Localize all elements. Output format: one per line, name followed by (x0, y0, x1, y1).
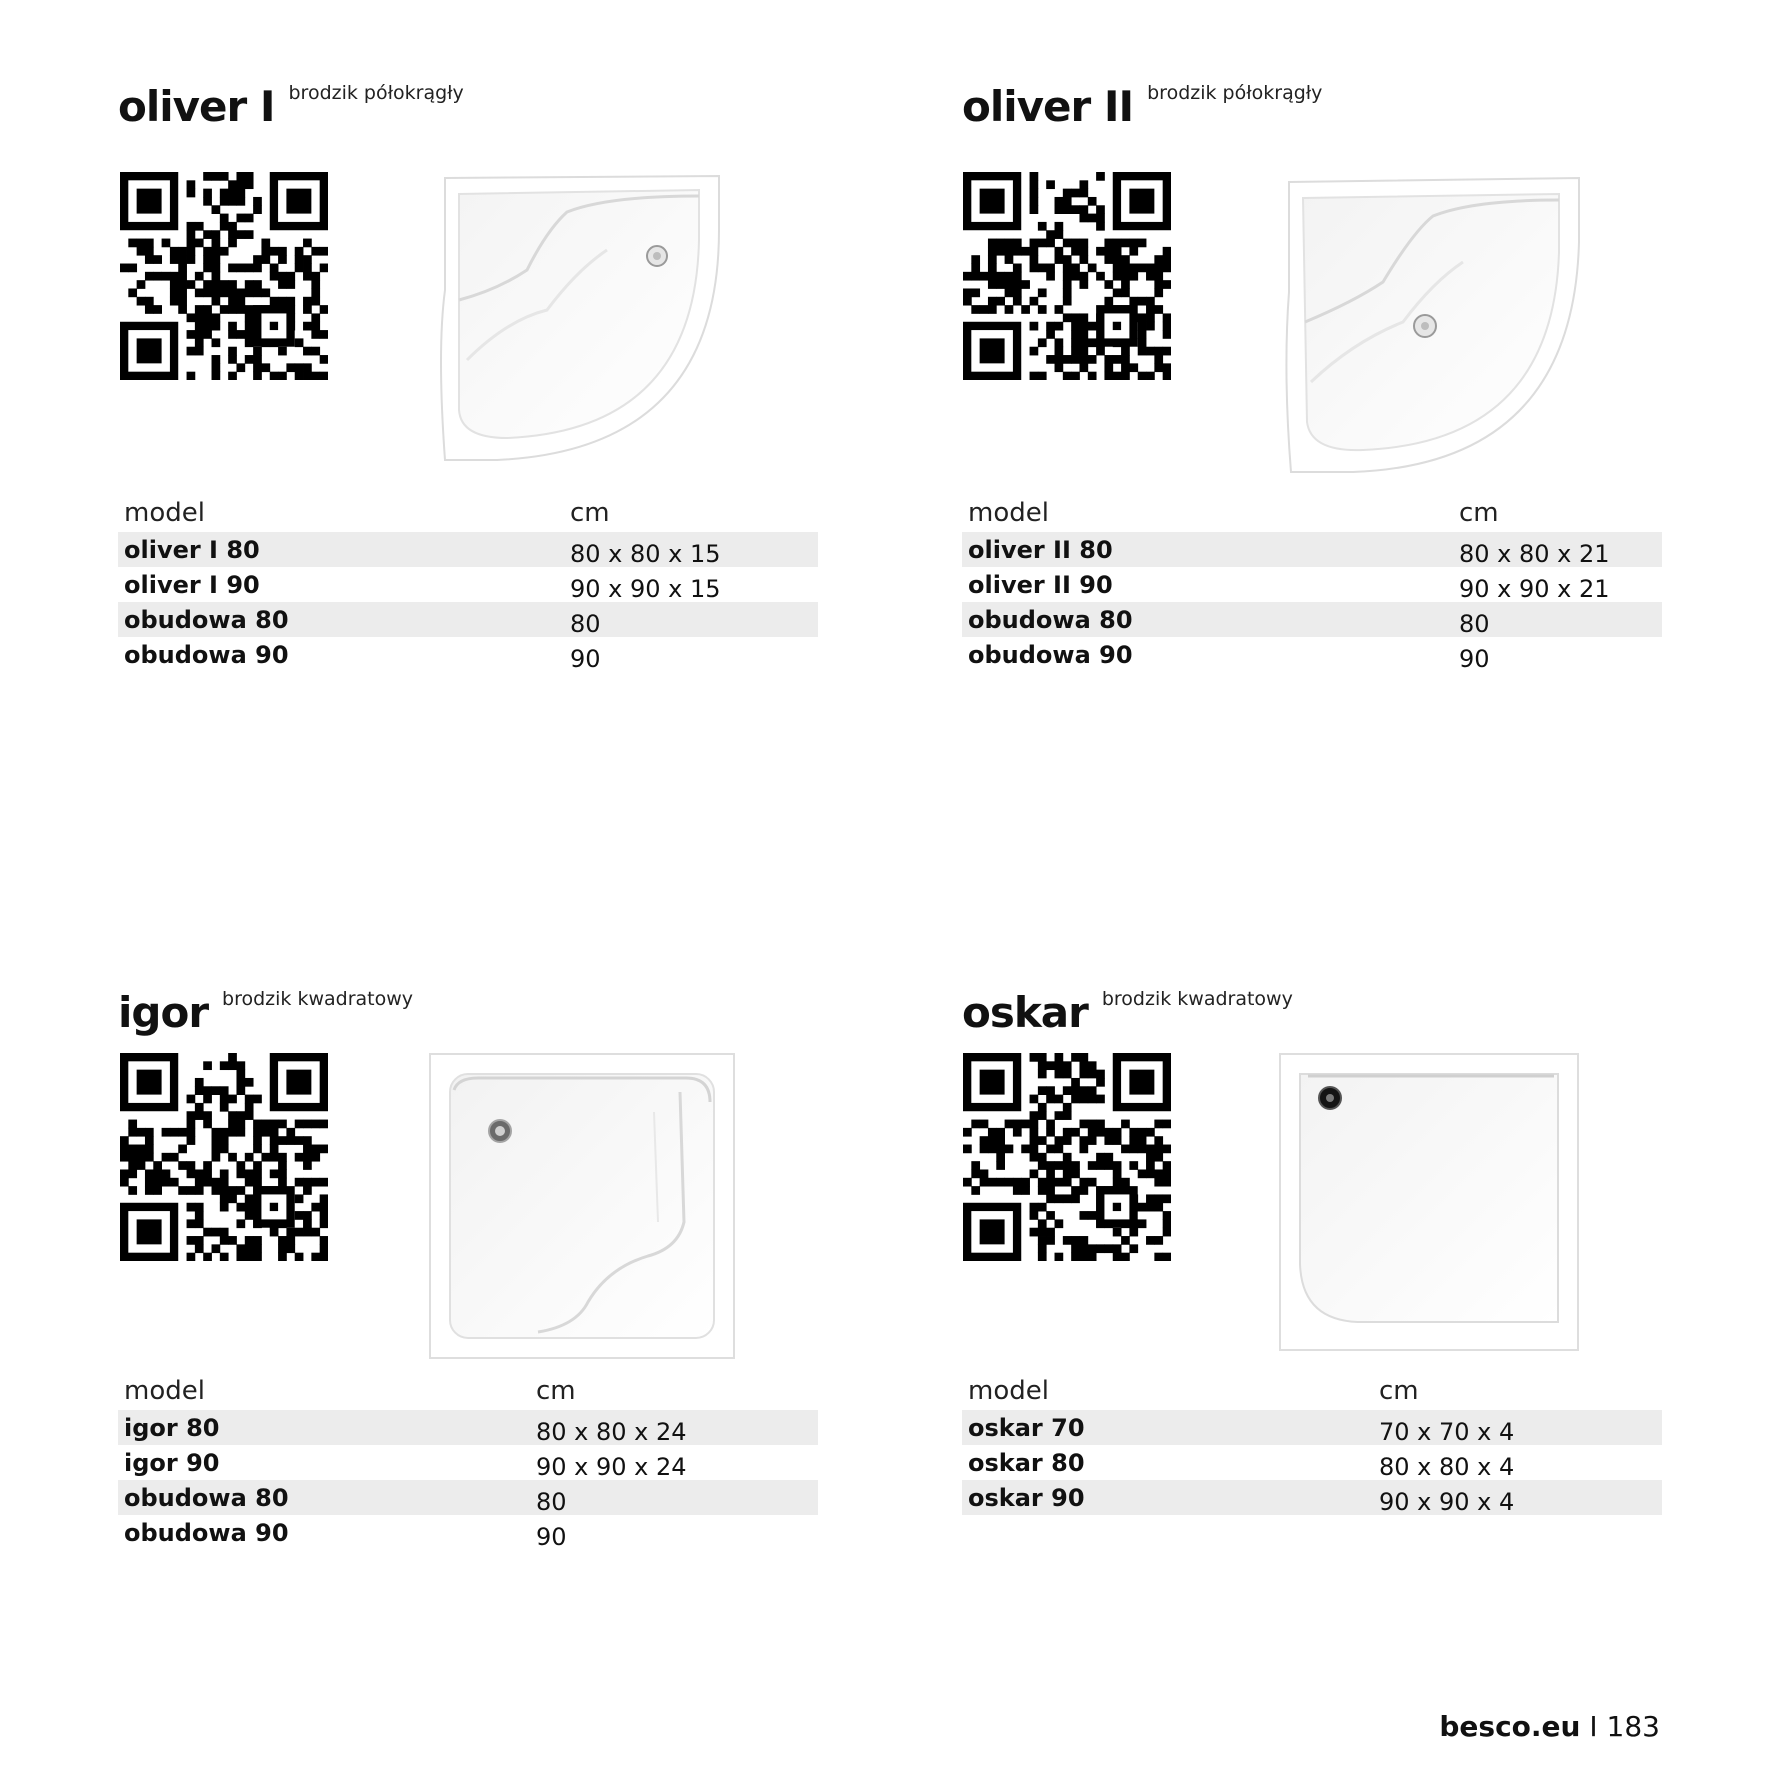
spec-table-oskar (962, 1372, 1662, 1515)
column-header-cm: cm (1379, 1376, 1419, 1406)
page-number: 183 (1606, 1710, 1660, 1743)
size-cell: 70 x 70 x 4 (1379, 1417, 1515, 1446)
column-header-model: model (968, 1376, 1049, 1406)
model-cell: igor 80 (124, 1413, 220, 1442)
table-row (962, 567, 1662, 602)
product-title-oliver-2 (962, 82, 1323, 131)
model-cell: igor 90 (124, 1448, 220, 1477)
size-cell: 90 (570, 644, 601, 673)
spec-table-igor (118, 1372, 818, 1550)
size-cell: 90 x 90 x 24 (536, 1452, 687, 1481)
model-cell: oskar 90 (968, 1483, 1085, 1512)
product-image-oliver-1 (437, 170, 729, 462)
size-cell: 90 (536, 1522, 567, 1551)
table-row (118, 637, 818, 672)
website-link[interactable]: besco.eu (1439, 1710, 1581, 1743)
page-footer (1439, 1710, 1660, 1743)
table-header (118, 1372, 818, 1410)
model-cell: obudowa 80 (124, 605, 289, 634)
table-row (118, 602, 818, 637)
qr-code-oliver-1[interactable] (120, 172, 328, 380)
spec-table-oliver-1 (118, 494, 818, 672)
product-subtitle: brodzik kwadratowy (222, 988, 414, 1010)
spec-table-oliver-2 (962, 494, 1662, 672)
footer-separator: I (1589, 1710, 1598, 1743)
product-title-igor (118, 988, 414, 1037)
product-name: oliver II (962, 82, 1134, 131)
qr-code-oliver-2[interactable] (963, 172, 1171, 380)
table-header (118, 494, 818, 532)
column-header-cm: cm (1459, 498, 1499, 528)
column-header-cm: cm (536, 1376, 576, 1406)
size-cell: 80 x 80 x 21 (1459, 539, 1610, 568)
table-row (118, 1445, 818, 1480)
model-cell: oskar 70 (968, 1413, 1085, 1442)
product-name: oliver I (118, 82, 275, 131)
table-row (118, 567, 818, 602)
column-header-cm: cm (570, 498, 610, 528)
model-cell: oliver I 90 (124, 570, 260, 599)
size-cell: 90 x 90 x 4 (1379, 1487, 1515, 1516)
table-row (962, 637, 1662, 672)
product-image-igor (428, 1052, 736, 1360)
table-row (962, 602, 1662, 637)
table-row (118, 1480, 818, 1515)
product-subtitle: brodzik półokrągły (1147, 82, 1323, 104)
table-header (962, 494, 1662, 532)
table-row (118, 1410, 818, 1445)
model-cell: obudowa 90 (124, 1518, 289, 1547)
model-cell: obudowa 80 (968, 605, 1133, 634)
table-row (962, 1410, 1662, 1445)
product-image-oskar (1278, 1052, 1580, 1352)
model-cell: obudowa 80 (124, 1483, 289, 1512)
column-header-model: model (968, 498, 1049, 528)
table-row (962, 532, 1662, 567)
table-row (118, 1515, 818, 1550)
size-cell: 90 x 90 x 21 (1459, 574, 1610, 603)
table-row (118, 532, 818, 567)
product-subtitle: brodzik kwadratowy (1101, 988, 1293, 1010)
product-image-oliver-2 (1283, 172, 1583, 474)
product-name: igor (118, 988, 209, 1037)
model-cell: oliver II 90 (968, 570, 1113, 599)
size-cell: 80 x 80 x 24 (536, 1417, 687, 1446)
size-cell: 90 x 90 x 15 (570, 574, 721, 603)
size-cell: 80 (1459, 609, 1490, 638)
product-title-oskar (962, 988, 1293, 1037)
size-cell: 80 (570, 609, 601, 638)
product-title-oliver-1 (118, 82, 464, 131)
model-cell: obudowa 90 (124, 640, 289, 669)
model-cell: obudowa 90 (968, 640, 1133, 669)
model-cell: oliver I 80 (124, 535, 260, 564)
product-subtitle: brodzik półokrągły (288, 82, 464, 104)
size-cell: 80 x 80 x 4 (1379, 1452, 1515, 1481)
qr-code-oskar[interactable] (963, 1053, 1171, 1261)
product-name: oskar (962, 988, 1088, 1037)
table-header (962, 1372, 1662, 1410)
column-header-model: model (124, 498, 205, 528)
column-header-model: model (124, 1376, 205, 1406)
size-cell: 90 (1459, 644, 1490, 673)
model-cell: oskar 80 (968, 1448, 1085, 1477)
size-cell: 80 x 80 x 15 (570, 539, 721, 568)
qr-code-igor[interactable] (120, 1053, 328, 1261)
table-row (962, 1445, 1662, 1480)
size-cell: 80 (536, 1487, 567, 1516)
model-cell: oliver II 80 (968, 535, 1113, 564)
table-row (962, 1480, 1662, 1515)
